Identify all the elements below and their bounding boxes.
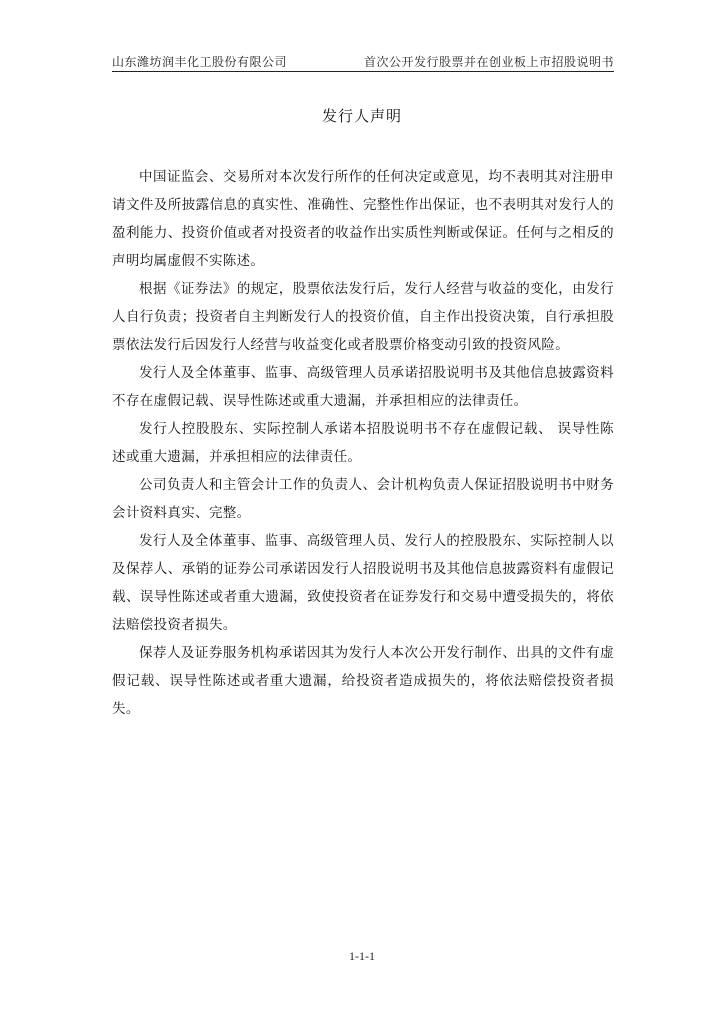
page-header	[112, 50, 614, 70]
page-title: 发行人声明	[321, 107, 402, 125]
page-number: 1-1-1	[349, 949, 375, 963]
header-document-title: 首次公开发行股票并在创业板上市招股说明书	[363, 55, 614, 69]
paragraph: 发行人及全体董事、监事、高级管理人员承诺招股说明书及其他信息披露资料不存在虚假记载、误导性陈述或重大遗漏，并承担相应的法律责任。	[112, 365, 614, 409]
header-company-name: 山东潍坊润丰化工股份有限公司	[112, 55, 288, 69]
paragraph: 公司负责人和主管会计工作的负责人、会计机构负责人保证招股说明书中财务会计资料真实、完整。	[112, 477, 614, 521]
paragraph: 发行人及全体董事、监事、高级管理人员、发行人的控股股东、实际控制人以及保荐人、承销的证券公司承诺因发行人招股说明书及其他信息披露资料有虚假记载、误导性陈述或者重大遗漏，致使投资者在证券发行和交易中遭受损失的，将依法赔偿投资者损失。	[112, 533, 614, 633]
statement-body	[112, 163, 614, 723]
paragraph: 保荐人及证券服务机构承诺因其为发行人本次公开发行制作、出具的文件有虚假记载、误导性陈述或者重大遗漏，给投资者造成损失的，将依法赔偿投资者损失。	[112, 645, 614, 717]
paragraph: 中国证监会、交易所对本次发行所作的任何决定或意见，均不表明其对注册申请文件及所披露信息的真实性、准确性、完整性作出保证，也不表明其对发行人的盈利能力、投资价值或者对投资者的收益作出实质性判断或保证。任何与之相反的声明均属虚假不实陈述。	[112, 169, 614, 269]
header-divider	[112, 71, 614, 72]
paragraph: 根据《证券法》的规定，股票依法发行后，发行人经营与收益的变化，由发行人自行负责；投资者自主判断发行人的投资价值，自主作出投资决策，自行承担股票依法发行后因发行人经营与收益变化或者股票价格变动引致的投资风险。	[112, 281, 614, 353]
paragraph: 发行人控股股东、实际控制人承诺本招股说明书不存在虚假记载、 误导性陈述或重大遗漏，并承担相应的法律责任。	[112, 421, 614, 465]
